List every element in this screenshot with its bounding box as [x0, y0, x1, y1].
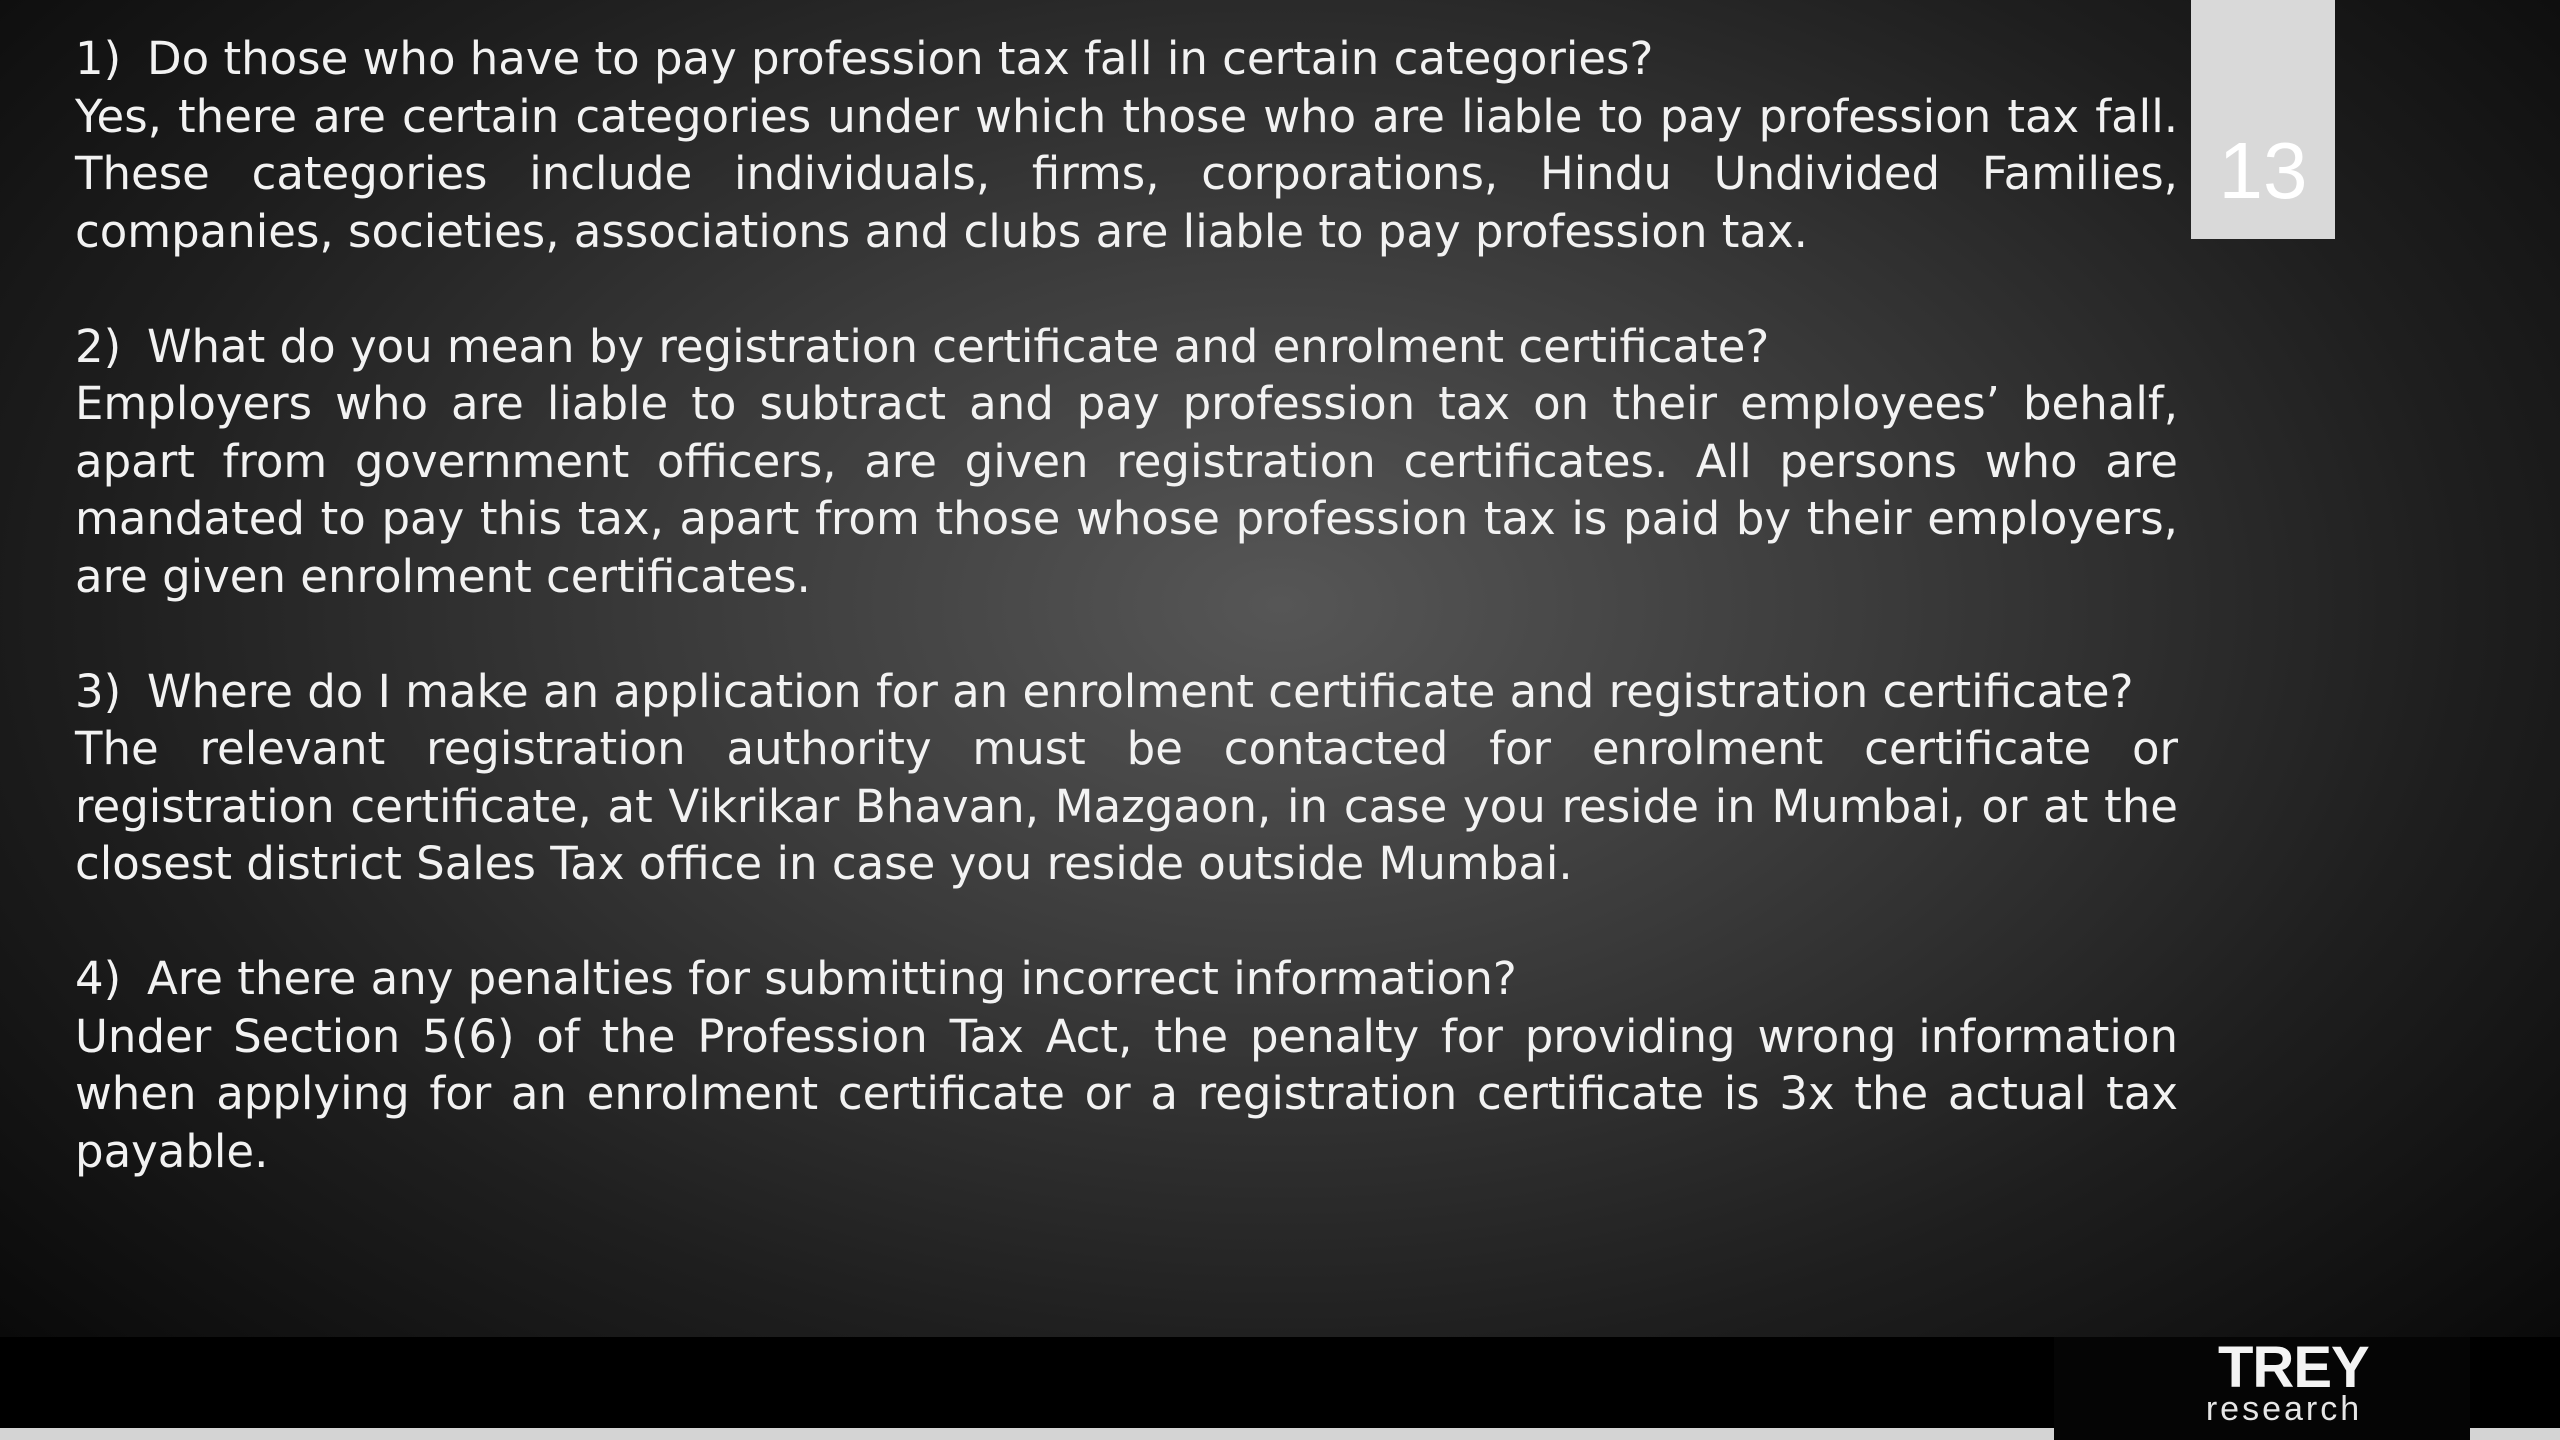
- logo-tagline: research: [2205, 1390, 2363, 1428]
- faq-question-1: [75, 30, 2178, 88]
- faq-item-4: [75, 950, 2178, 1180]
- faq-question-text-2: What do you mean by registration certificate and enrolment certificate?: [147, 319, 1770, 373]
- faq-item-3: [75, 663, 2178, 893]
- faq-question-3: [75, 663, 2178, 721]
- faq-question-text-4: Are there any penalties for submitting incorrect information?: [147, 952, 1517, 1005]
- trey-research-logo: [2054, 1337, 2470, 1440]
- faq-number-3: 3): [75, 664, 122, 718]
- page-number: 13: [2218, 126, 2308, 215]
- faq-answer-1: Yes, there are certain categories under which those who are liable to pay profession tax fall. These categories include individuals, firms, corporations, Hindu Undivided Families, companies, societies, associations and clubs are liable to pay profession tax.: [75, 89, 2178, 258]
- faq-number-1: 1): [75, 32, 122, 85]
- page-number-box: [2191, 0, 2335, 239]
- faq-question-text-1: Do those who have to pay profession tax fall in certain categories?: [147, 32, 1654, 85]
- faq-answer-4: Under Section 5(6) of the Profession Tax Act, the penalty for providing wrong information when applying for an enrolment certificate or a registration certificate is 3x the actual tax payable.: [75, 1009, 2178, 1178]
- faq-question-4: [75, 950, 2178, 1008]
- logo-name: TREY: [2218, 1335, 2369, 1400]
- faq-question-2: [75, 318, 2178, 376]
- faq-list: [75, 30, 2178, 1238]
- footer-divider-left: [0, 1428, 2054, 1440]
- faq-number-4: 4): [75, 952, 122, 1005]
- faq-answer-3: The relevant registration authority must be contacted for enrolment certificate or registration certificate, at Vikrikar Bhavan, Mazgaon, in case you reside in Mumbai, or at the closest district Sales Tax office in case you reside outside Mumbai.: [75, 722, 2178, 890]
- faq-question-text-3: Where do I make an application for an enrolment certificate and registration certificate?: [147, 664, 2134, 718]
- footer-divider-right: [2470, 1428, 2560, 1440]
- faq-item-1: [75, 30, 2178, 260]
- faq-item-2: [75, 318, 2178, 606]
- faq-number-2: 2): [75, 319, 122, 373]
- faq-answer-2: Employers who are liable to subtract and pay profession tax on their employees’ behalf, apart from government officers, are given registration certificates. All persons who are mandated to pay this tax, apart from those whose profession tax is paid by their employers, are given enrolment certificates.: [75, 377, 2178, 603]
